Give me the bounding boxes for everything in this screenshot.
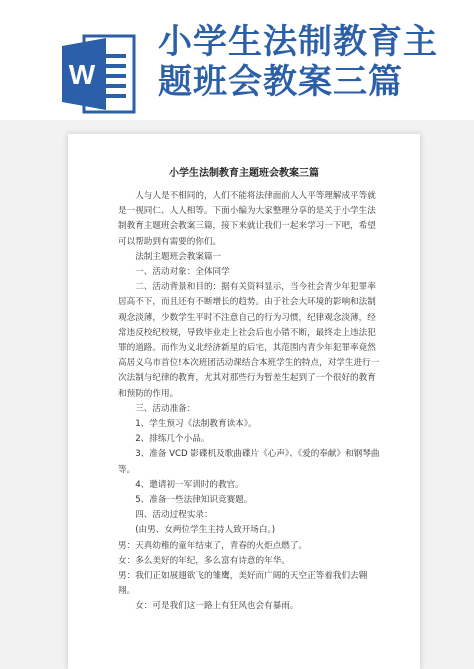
document-title: 小学生法制教育主题班会教案三篇 (169, 168, 319, 179)
paragraph: (由男、女两位学生主持人致开场白。) (135, 525, 276, 536)
paragraph: 法制主题班会教案篇一 (135, 251, 222, 262)
paragraph: 男：天真幼稚的童年结束了，青春的火炬点燃了。 (118, 540, 308, 551)
paragraph: 2、排练几个小品。 (135, 434, 210, 445)
paragraph: 4、邀请初一军训时的教官。 (135, 479, 244, 490)
paragraph: 四、活动过程实录： (135, 510, 213, 521)
header-banner (0, 0, 474, 140)
paragraph: 三、活动准备： (135, 403, 196, 414)
paragraph: 一、活动对象：全体同学 (135, 267, 230, 278)
document-body (118, 189, 380, 615)
title-line-1: 小学生法制教育主 (158, 22, 438, 62)
title-line-2: 题班会教案三篇 (158, 62, 403, 102)
page-title (158, 22, 458, 102)
paragraph: 1、学生预习《法制教育读本》。 (135, 419, 257, 430)
word-document-icon (62, 32, 136, 116)
paragraph: 3、准备 VCD 影碟机及歌曲碟片《心声》、《爱的奉献》和钢琴曲等。 (118, 449, 380, 475)
paragraph: 男：我们正如展翅欲飞的雏鹰，美好而广阔的天空正等着我们去翱翔。 (118, 571, 368, 597)
document-page (68, 134, 420, 669)
paragraph: 二、活动背景和目的：据有关资料显示，当今社会青少年犯罪率居高不下，而且还有不断增长的趋势。由于社会大环境的影响和法制观念淡薄，少数学生平时不注意自己的行为习惯，纪律观念淡薄，经常违反校纪校规，导致毕业走上社会后也小错不断，最终走上违法犯罪的道路。而作为义北经济新星的后宅，其范围内青少年犯罪率竟然高居义乌市首位!本次班团活动课结合本班学生的特点，对学生进行一次法制与纪律的教育，尤其对那些行为暂差生起到了一个很好的教育和预防的作用。 (118, 282, 380, 399)
svg-text:W: W (68, 59, 96, 90)
paragraph: 人与人是不相同的，人们不能将法律面前人人平等理解成平等就是一视同仁、人人相等。下面小编为大家整理分享的是关于小学生法制教育主题班会教案三篇，接下来就让我们一起来学习一下吧，希望可以帮助到有需要的你们。 (118, 191, 376, 247)
paragraph: 女：多么美好的年纪，多么富有诗意的年华。 (118, 555, 290, 566)
paragraph: 女：可是我们这一路上有狂风也会有暴雨。 (135, 601, 299, 612)
paragraph: 5、准备一些法律知识竞赛题。 (135, 495, 253, 506)
